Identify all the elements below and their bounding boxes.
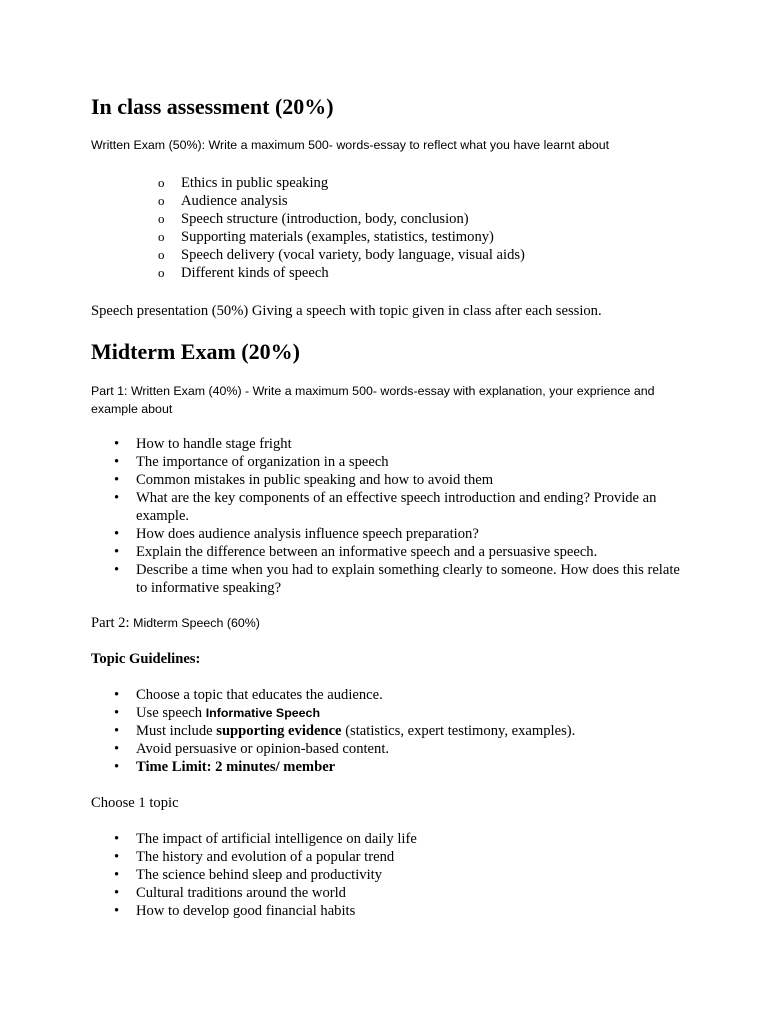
bullet-marker: • [114,759,120,775]
bullet-marker: • [114,544,120,560]
bullet-marker: o [158,193,165,208]
list-item: • The science behind sleep and productivity [114,867,382,883]
part2-prefix: Part 2: [91,615,134,631]
bullet-marker: • [114,867,120,883]
list-item: • Cultural traditions around the world [114,885,346,901]
list-item: o Ethics in public speaking [158,175,329,191]
topic-guidelines-title: Topic Guidelines: [91,651,201,667]
list-item: • How does audience analysis influence speech preparation? [114,526,479,542]
section-title-in-class: In class assessment (20%) [91,94,334,119]
bullet-marker: • [114,849,120,865]
bullet-marker: o [158,229,165,244]
bullet-marker: • [114,562,120,578]
written-exam-text: Written Exam (50%): Write a maximum 500- words-essay to reflect what you have learnt about [91,138,610,152]
list-item: o Different kinds of speech [158,265,329,281]
list-item: • Use speech Informative Speech [114,705,321,721]
bullet-marker: • [114,526,120,542]
bullet-marker: • [114,687,120,703]
in-class-topics-list [158,174,525,282]
midterm-questions-list [114,435,681,597]
list-item: • Explain the difference between an informative speech and a persuasive speech. [114,544,598,560]
list-item: • Describe a time when you had to explain something clearly to someone. How does this relate to informative speaking? [114,562,680,596]
bullet-marker: o [158,211,165,226]
topics-list [114,830,681,920]
list-item: • What are the key components of an effective speech introduction and ending? Provide an example. [114,490,657,524]
bullet-marker: • [114,436,120,452]
bullet-marker: o [158,247,165,262]
choose-topic-text: Choose 1 topic [91,795,179,811]
bullet-marker: • [114,831,120,847]
bullet-marker: o [158,175,165,190]
list-item: • Common mistakes in public speaking and how to avoid them [114,472,494,488]
part2-title: Midterm Speech (60%) [133,616,260,630]
part1-text: Part 1: Written Exam (40%) - Write a maximum 500- words-essay with explanation, your exprience and example about [91,384,655,416]
bullet-marker: • [114,705,120,721]
list-item: • The impact of artificial intelligence on daily life [114,831,417,847]
guidelines-list [114,686,681,776]
list-item: o Audience analysis [158,193,288,209]
part2-heading [91,614,260,632]
speech-presentation-text: Speech presentation (50%) Giving a speech with topic given in class after each session. [91,303,602,319]
bullet-marker: • [114,741,120,757]
section-title-midterm: Midterm Exam (20%) [91,339,300,364]
list-item: • How to develop good financial habits [114,903,356,919]
bullet-marker: • [114,723,120,739]
bullet-marker: • [114,885,120,901]
list-item: • Choose a topic that educates the audience. [114,687,383,703]
list-item: • Must include supporting evidence (statistics, expert testimony, examples). [114,723,576,739]
bullet-marker: • [114,903,120,919]
list-item: o Speech structure (introduction, body, conclusion) [158,211,469,227]
list-item: • The history and evolution of a popular trend [114,849,395,865]
bullet-marker: • [114,454,120,470]
list-item: • Time Limit: 2 minutes/ member [114,759,336,775]
list-item: o Speech delivery (vocal variety, body language, visual aids) [158,247,525,263]
list-item: • The importance of organization in a speech [114,454,389,470]
bullet-marker: • [114,490,120,506]
list-item: • How to handle stage fright [114,436,292,452]
bullet-marker: o [158,265,165,280]
bullet-marker: • [114,472,120,488]
list-item: o Supporting materials (examples, statistics, testimony) [158,229,494,245]
list-item: • Avoid persuasive or opinion-based content. [114,741,390,757]
